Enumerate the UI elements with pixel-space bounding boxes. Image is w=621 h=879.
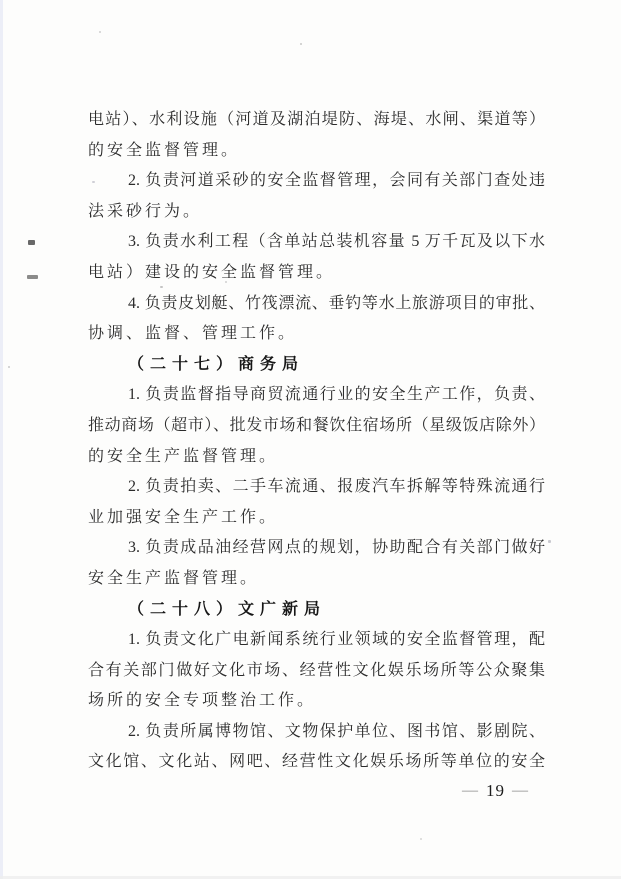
section-heading-28-culture-bureau: （二十八）文广新局	[128, 600, 327, 618]
doc-line: 文化馆、文化站、网吧、经营性文化娱乐场所等单位的安全	[88, 753, 545, 771]
page-number-dash-left: —	[462, 782, 479, 799]
doc-line-item-1: 1. 负责文化广电新闻系统行业领域的安全监督管理，配	[128, 631, 545, 649]
scan-speckle	[548, 540, 551, 543]
doc-line: 的安全生产监督管理。	[88, 447, 279, 465]
scan-speckle	[99, 31, 101, 33]
doc-line: 的安全监督管理。	[88, 141, 241, 159]
doc-line: 业加强安全生产工作。	[88, 508, 279, 526]
scan-speckle	[420, 838, 422, 840]
page-number-dash-right: —	[512, 782, 529, 799]
scan-speckle	[300, 43, 302, 45]
doc-line: 电站）建设的安全监督管理。	[88, 263, 336, 281]
doc-line-item-2: 2. 负责拍卖、二手车流通、报废汽车拆解等特殊流通行	[128, 478, 545, 496]
scan-speckle	[27, 275, 38, 279]
document-body-text	[88, 105, 545, 778]
scan-edge-artifact-left	[0, 0, 3, 879]
doc-line-item-1: 1. 负责监督指导商贸流通行业的安全生产工作，负责、	[128, 386, 545, 404]
doc-line: 安全生产监督管理。	[88, 569, 260, 587]
doc-line: 法采砂行为。	[88, 202, 203, 220]
doc-line-item-2: 2. 负责河道采砂的安全监督管理，会同有关部门查处违	[128, 172, 545, 190]
scan-speckle	[92, 181, 95, 183]
doc-line-item-3: 3. 负责成品油经营网点的规划，协助配合有关部门做好	[128, 539, 545, 557]
section-heading-27-commerce-bureau: （二十七）商务局	[128, 355, 305, 373]
doc-line-item-2: 2. 负责所属博物馆、文物保护单位、图书馆、影剧院、	[128, 722, 545, 740]
doc-line: 合有关部门做好文化市场、经营性文化娱乐场所等公众聚集	[88, 661, 545, 679]
doc-line: 协调、监督、管理工作。	[88, 325, 298, 343]
scan-speckle	[8, 366, 10, 368]
doc-line: 场所的安全专项整治工作。	[88, 692, 317, 710]
page-number-value: 19	[486, 781, 505, 800]
page-number	[462, 781, 529, 801]
scan-speckle	[28, 240, 35, 245]
scan-speckle	[225, 281, 227, 283]
scan-speckle	[160, 286, 163, 288]
doc-line-item-3: 3. 负责水利工程（含单站总装机容量 5 万千瓦及以下水	[128, 233, 545, 251]
doc-line: 推动商场（超市）、批发市场和餐饮住宿场所（星级饭店除外）	[88, 416, 545, 434]
doc-line: 电站）、水利设施（河道及湖泊堤防、海堤、水闸、渠道等）	[88, 111, 545, 128]
doc-line-item-4: 4. 负责皮划艇、竹筏漂流、垂钓等水上旅游项目的审批、	[128, 294, 545, 312]
